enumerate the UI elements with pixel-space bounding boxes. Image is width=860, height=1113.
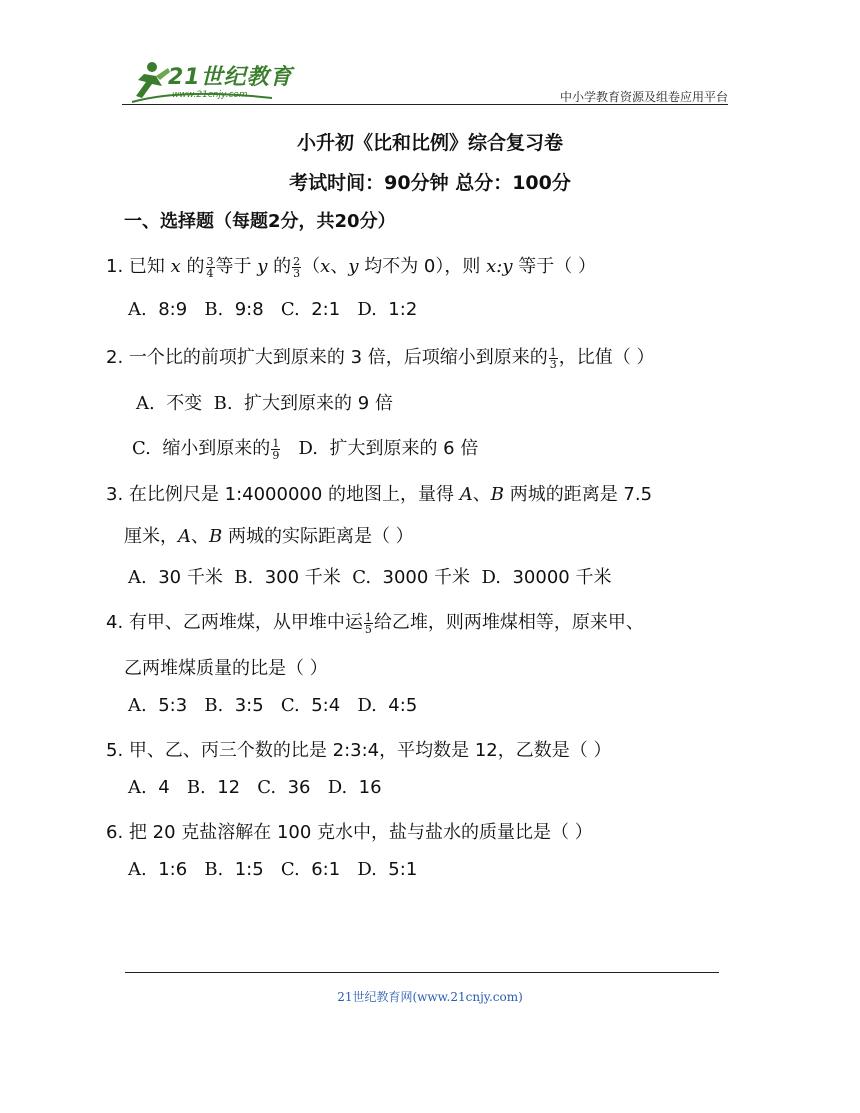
question-2: 2. 一个比的前项扩大到原来的 3 倍，后项缩小到原来的 $\frac{1}{3}$ ，比值（ ） [106,345,655,371]
footer-link[interactable]: 21世纪教育网(www.21cnjy.com) [337,990,523,1004]
logo-url: www.21cnjy.com [172,90,248,100]
fraction: $\frac{1}{3}$ [549,345,557,371]
question-5: 5. 甲、乙、丙三个数的比是 2:3:4，平均数是 12，乙数是（ ） [106,740,612,761]
footer-divider [125,972,719,973]
header-platform-text: 中小学教育资源及组卷应用平台 [559,90,728,104]
question-6: 6. 把 20 克盐溶解在 100 克水中，盐与盐水的质量比是（ ） [106,822,593,843]
question-4-options: A. 5:3 B. 3:5 C. 5:4 D. 4:5 [128,695,418,716]
fraction: $\frac{2}{3}$ [293,254,301,280]
fraction: $\frac{1}{9}$ [272,436,280,462]
question-2-options-cd: C. 缩小到原来的 $\frac{1}{9}$ D. 扩大到原来的 6 倍 [132,436,479,462]
page-subtitle: 考试时间：90分钟 总分：100分 [289,172,571,194]
question-4-line-1: 4. 有甲、乙两堆煤，从甲堆中运 $\frac{1}{5}$ 给乙堆，则两堆煤相等，原来甲、 [106,610,644,636]
question-3-line-2: 厘米，A、B 两城的实际距离是（ ） [124,526,414,547]
question-3-line-1: 3. 在比例尺是 1:4000000 的地图上，量得 A、B 两城的距离是 7.5 [106,484,653,505]
section-heading: 一、选择题（每题2分，共20分） [124,211,396,232]
header-divider [122,104,728,105]
question-5-options: A. 4 B. 12 C. 36 D. 16 [128,777,382,798]
fraction: $\frac{3}{4}$ [206,254,214,280]
fraction: $\frac{1}{5}$ [364,610,372,636]
page-title: 小升初《比和比例》综合复习卷 [296,132,563,154]
question-2-options-ab: A. 不变 B. 扩大到原来的 9 倍 [136,393,393,414]
question-1-options: A. 8:9 B. 9:8 C. 2:1 D. 1:2 [128,299,418,320]
logo-text: 21世纪教育 [168,65,293,90]
question-1: 1. 已知 x 的 $\frac{3}{4}$ 等于 y 的 $\frac{2}{3}$ （x、y 均不为 0），则 x:y 等于（ ） [106,254,596,280]
question-3-options: A. 30 千米 B. 300 千米 C. 3000 千米 D. 30000 千米 [128,567,612,588]
question-6-options: A. 1:6 B. 1:5 C. 6:1 D. 5:1 [128,859,418,880]
question-4-line-2: 乙两堆煤质量的比是（ ） [124,658,328,679]
